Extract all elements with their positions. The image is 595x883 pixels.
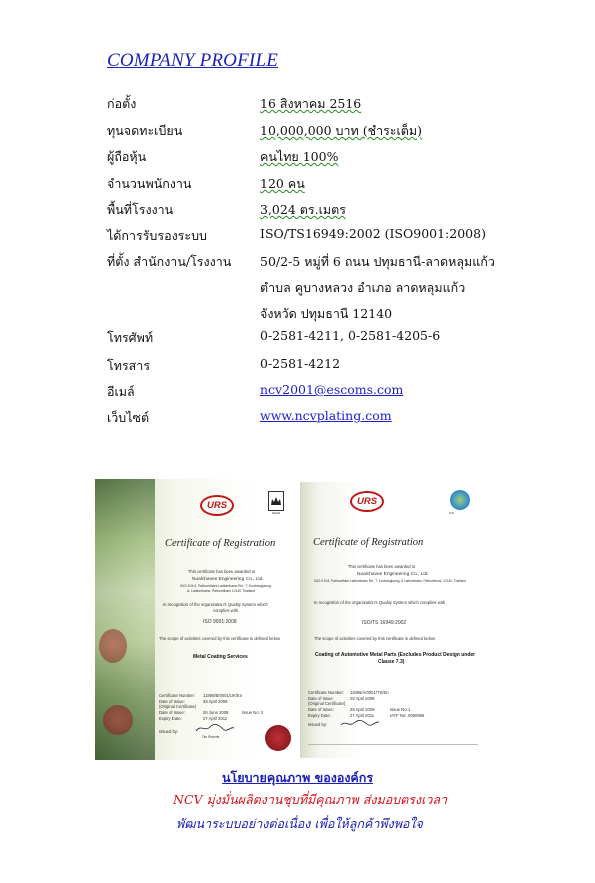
profile-value: 120 คน (260, 176, 305, 191)
quality-policy-title: นโยบายคุณภาพ ขององค์กร (222, 770, 374, 785)
cert2-standard: ISO/TS 16949:2002 (362, 620, 407, 626)
profile-label: ได้การรับรองระบบ (107, 228, 207, 243)
cert1-issue-no: 2 (261, 710, 264, 715)
cert1-field-value: 27 April 2011 (203, 716, 228, 721)
cert2-company: Nualchavee Engineering Co., Ltd. (357, 572, 429, 577)
cert1-field-label: Issued by: (159, 729, 179, 734)
cert2-field-label: Date of Issue: (308, 707, 334, 712)
cert1-field-value: 26 June 2009 (203, 710, 229, 715)
profile-label: ก่อตั้ง (107, 96, 137, 111)
cert1-issue-label: Issue No: (242, 710, 260, 715)
profile-value: 0-2581-4211, 0-2581-4205-6 (260, 328, 441, 343)
cert2-recognition: In recognition of the organization's Quality System which complies with (314, 600, 446, 605)
profile-value: 16 สิงหาคม 2516 (260, 96, 362, 111)
profile-value: ISO/TS16949:2002 (ISO9001:2008) (260, 226, 486, 241)
cert1-field-label: Date of Issue: (159, 699, 185, 704)
profile-label: อีเมล์ (107, 384, 135, 399)
cert2-activity-2: Clause 7.3) (378, 659, 405, 665)
cert2-field-label: Issued by: (308, 722, 328, 727)
cert2-field-label: Date of Issue: (308, 696, 334, 701)
certificate-iso9001 (95, 479, 301, 760)
cert2-scope: The scope of activities covered by this certificate is defined below (314, 636, 436, 641)
profile-value-line2: ตำบล คูบางหลวง อำเภอ ลาดหลุมแก้ว (260, 280, 466, 295)
cert2-field-value: 27 April 2011 (350, 713, 375, 718)
cert1-signatory: Tim Roberts (202, 735, 220, 739)
cert2-field-value: 11896/A/0001/TS/En (350, 690, 389, 695)
cert2-awarded: This certificate has been awarded to (348, 564, 416, 569)
cert1-address-2: A. Ladlumkaew, Pathumthani 12140 Thailand (187, 589, 256, 593)
urs-logo: URS (350, 491, 384, 512)
cert1-scope: The scope of activities covered by this certificate is defined below (159, 636, 281, 641)
cert1-recognition-2: complies with (213, 608, 239, 613)
profile-label: ทุนจดทะเบียน (107, 123, 183, 138)
accreditation-label: IAS (449, 511, 454, 515)
cert1-recognition-1: In recognition of the organization's Quality System which (163, 602, 268, 607)
crown-icon (269, 495, 283, 507)
cert1-standard: ISO 9001:2008 (203, 619, 237, 625)
profile-label: ที่ตั้ง สำนักงาน/โรงงาน (107, 254, 232, 269)
ukas-label: UKAS (271, 511, 281, 515)
profile-label: พื้นที่โรงงาน (107, 202, 174, 217)
cert2-heading: Certificate of Registration (313, 537, 424, 548)
cert1-field-value: 11896/B/0001/UK/En (203, 693, 243, 698)
profile-label: โทรศัพท์ (107, 330, 154, 345)
profile-label: โทรสาร (107, 358, 151, 373)
signature-icon (340, 718, 380, 728)
accreditation-badge-icon (450, 490, 470, 510)
background-worker-photo (103, 705, 133, 735)
cert1-heading: Certificate of Registration (165, 538, 276, 549)
profile-value: คนไทย 100% (260, 149, 339, 164)
cert1-field-value: 28 April 2008 (203, 699, 228, 704)
certificate-iso-ts16949 (300, 482, 488, 758)
cert1-awarded: This certificate has been awarded to (188, 569, 256, 574)
cert2-issue-no: 1 (408, 707, 411, 712)
profile-value-line3: จังหวัด ปทุมธานี 12140 (260, 306, 393, 321)
quality-policy-line-2: พัฒนาระบบอย่างต่อเนื่อง เพื่อให้ลูกค้าพึงพอใจ (176, 816, 423, 831)
cert1-field-label: Expiry Date: (159, 716, 182, 721)
cert1-field-label: Certificate Number: (159, 693, 196, 698)
certificates-image (95, 479, 490, 760)
cert1-address-1: 50/2-5 M.6, Pathumthani-Ladlumkaew Rd., T. Koobanglaung, (180, 584, 272, 588)
cert2-field-value: 28 April 2009 (350, 707, 375, 712)
cert1-field-label: (Original Certificate) (159, 704, 197, 709)
urs-logo: URS (200, 495, 234, 516)
ukas-logo (268, 491, 284, 515)
signature-icon (195, 723, 235, 733)
cert2-field-value: 28 April 2008 (350, 696, 375, 701)
cert2-address: 50/2-5 M.6, Pathumthani-Ladlumkaew Rd., T. Koobanglaung, A.Ladlumkaew, Pathumthani, 12140, Thailand (314, 579, 466, 583)
profile-label: จำนวนพนักงาน (107, 176, 192, 191)
cert2-iatf-label: IATF No: (390, 713, 407, 718)
page-title: COMPANY PROFILE (107, 50, 279, 71)
cert2-field-label: (Original Certificate) (308, 701, 346, 706)
profile-value: 3,024 ตร.เมตร (260, 202, 346, 217)
cert2-iatf-no: 0060995 (408, 713, 425, 718)
cert1-activity: Metal Coating Services (193, 654, 248, 660)
cert2-issue-label: Issue No: (390, 707, 408, 712)
cert1-field-label: Date of Issue: (159, 710, 185, 715)
red-seal-icon (265, 725, 291, 751)
background-gear-photo (99, 629, 127, 663)
website-link[interactable]: www.ncvplating.com (260, 408, 392, 423)
cert1-company: Nualchavee Engineering Co., Ltd. (192, 577, 264, 582)
quality-policy-line-1: NCV มุ่งมั่นผลิตงานชุบที่มีคุณภาพ ส่งมอบตรงเวลา (173, 792, 448, 807)
profile-value: 50/2-5 หมู่ที่ 6 ถนน ปทุมธานี-ลาดหลุมแก้ว (260, 254, 495, 269)
cert2-field-label: Certificate Number: (308, 690, 345, 695)
footer-divider (308, 744, 478, 745)
cert2-activity-1: Coating of Automotive Metal Parts (Excludes Product Design under (315, 652, 476, 658)
cert2-field-label: Expiry Date: (308, 713, 331, 718)
profile-label: ผู้ถือหุ้น (107, 149, 147, 164)
profile-label: เว็บไซต์ (107, 410, 150, 425)
profile-value: 0-2581-4212 (260, 356, 341, 371)
profile-value: 10,000,000 บาท (ชำระเต็ม) (260, 123, 423, 138)
email-link[interactable]: ncv2001@escoms.com (260, 382, 404, 397)
